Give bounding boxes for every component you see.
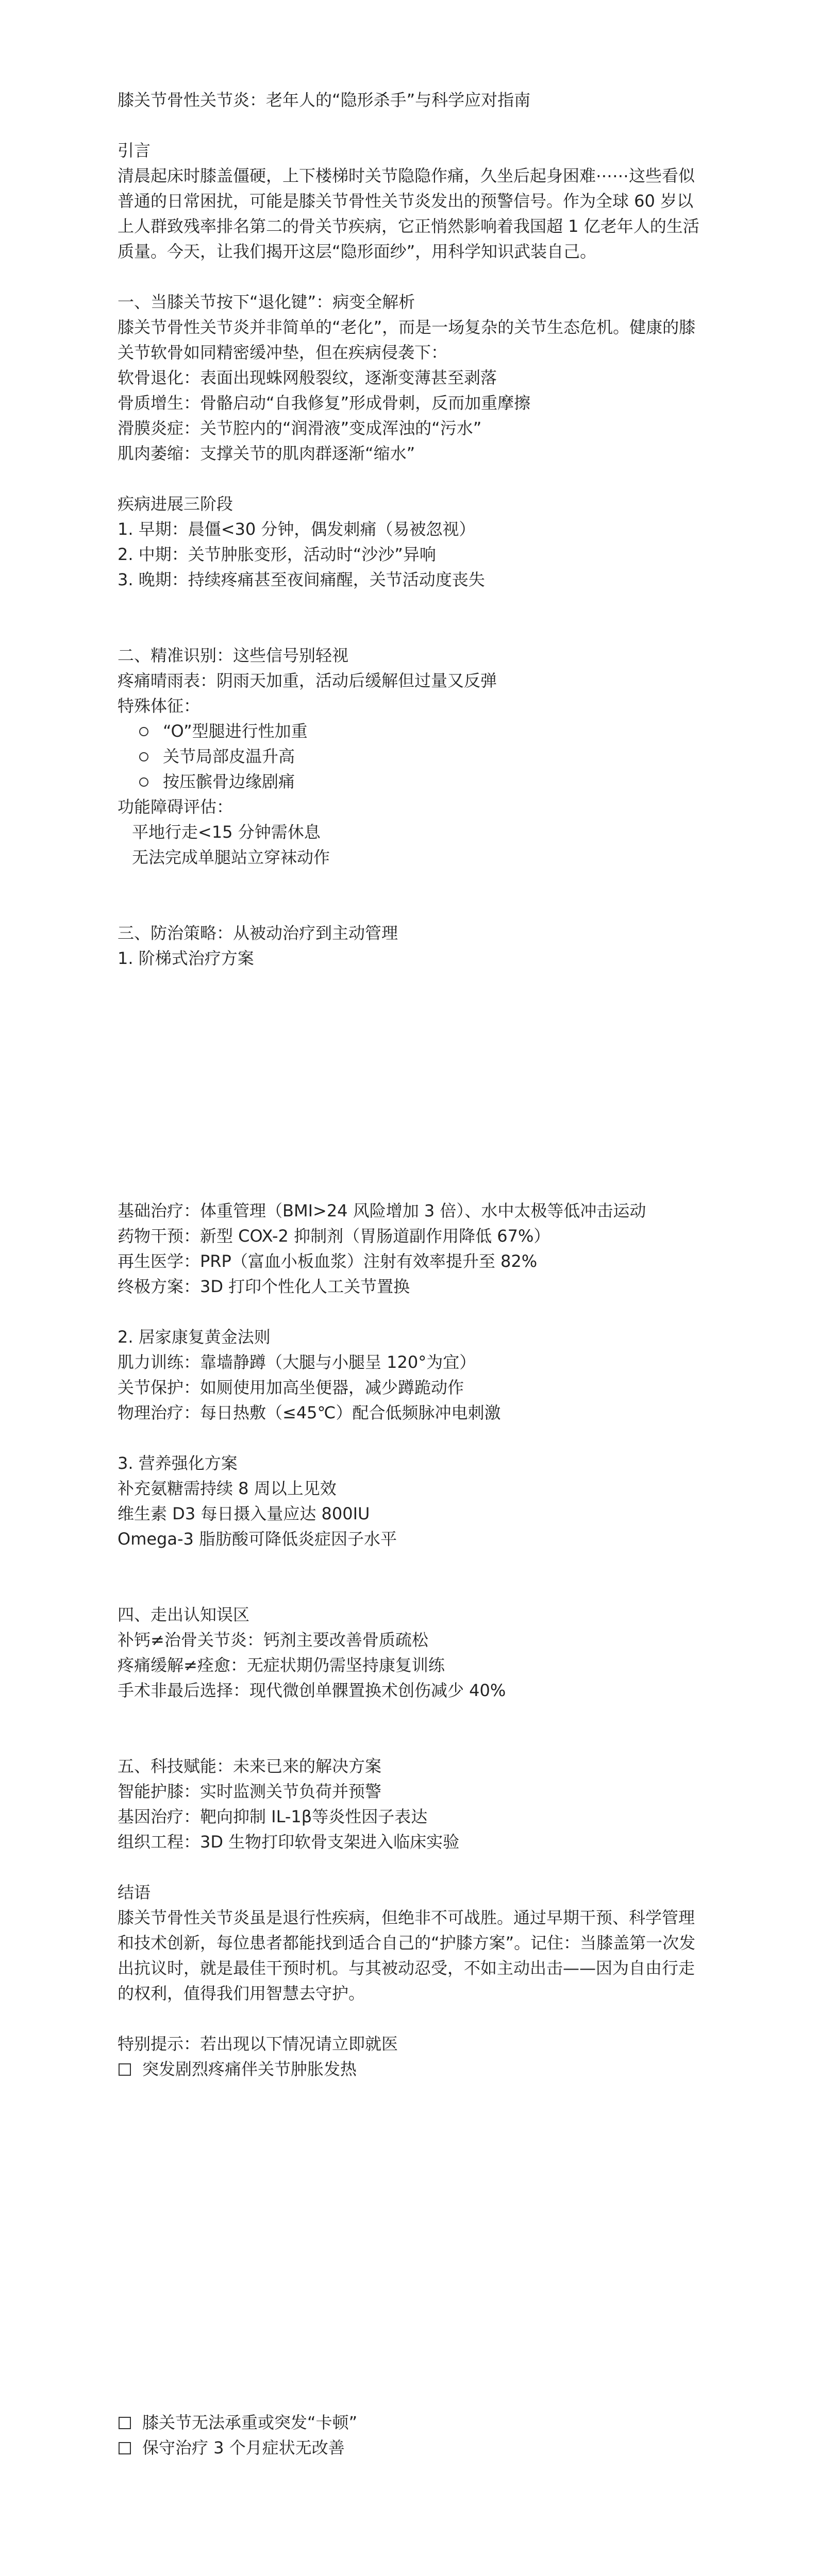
tip-text: 突发剧烈疼痛伴关节肿胀发热 (142, 2059, 357, 2079)
treatment-tier: 再生医学：PRP（富血小板血浆）注射有效率提升至 82% (118, 1251, 538, 1271)
lesion-item: 骨质增生：骨骼启动“自我修复”形成骨刺，反而加重摩擦 (118, 393, 531, 413)
function-item: 平地行走<15 分钟需休息 (132, 822, 321, 842)
checkbox-icon[interactable] (119, 2442, 131, 2454)
sign-item (118, 719, 700, 744)
treatment-tier: 基础治疗：体重管理（BMI>24 风险增加 3 倍）、水中太极等低冲击运动 (118, 1201, 646, 1221)
function-heading: 功能障碍评估： (118, 797, 233, 817)
tip-text: 膝关节无法承重或突发“卡顿” (142, 2413, 358, 2432)
checkbox-icon[interactable] (119, 2063, 131, 2076)
tip-text: 保守治疗 3 个月症状无改善 (142, 2438, 345, 2458)
tip-checkbox-item[interactable] (118, 2435, 700, 2461)
section-2-heading: 二、精准识别：这些信号别轻视 (118, 646, 349, 665)
sign-text: 按压髌骨边缘剧痛 (163, 772, 295, 791)
circle-bullet-icon (139, 777, 148, 787)
circle-bullet-icon (139, 727, 148, 736)
circle-bullet-icon (139, 752, 148, 761)
blank-area (118, 2082, 700, 2410)
checkbox-icon[interactable] (119, 2417, 131, 2429)
intro-heading: 引言 (118, 141, 151, 160)
stage-item: 1. 早期：晨僵<30 分钟，偶发刺痛（易被忽视） (118, 519, 476, 539)
section-3-heading: 三、防治策略：从被动治疗到主动管理 (118, 923, 398, 943)
nutrition-subheading: 3. 营养强化方案 (118, 1453, 238, 1473)
lesion-item: 肌肉萎缩：支撑关节的肌肉群逐渐“缩水” (118, 444, 415, 463)
treatment-tier: 药物干预：新型 COX-2 抑制剂（胃肠道副作用降低 67%） (118, 1226, 550, 1246)
conclusion-heading: 结语 (118, 1883, 151, 1902)
tip-checkbox-item[interactable] (118, 2057, 700, 2082)
treatment-tier: 终极方案：3D 打印个性化人工关节置换 (118, 1277, 410, 1296)
myth-item: 手术非最后选择：现代微创单髁置换术创伤减少 40% (118, 1681, 506, 1700)
sign-item (118, 744, 700, 769)
rehab-item: 物理治疗：每日热敷（≤45℃）配合低频脉冲电刺激 (118, 1403, 501, 1422)
nutrition-item: 维生素 D3 每日摄入量应达 800IU (118, 1504, 370, 1523)
myth-item: 疼痛缓解≠痊愈：无症状期仍需坚持康复训练 (118, 1655, 445, 1675)
sign-text: 关节局部皮温升高 (163, 747, 295, 766)
nutrition-item: Omega-3 脂肪酸可降低炎症因子水平 (118, 1529, 397, 1549)
stages-heading: 疾病进展三阶段 (118, 494, 233, 514)
section-1-heading: 一、当膝关节按下“退化键”：病变全解析 (118, 292, 415, 312)
conclusion-paragraph: 膝关节骨性关节炎虽是退行性疾病，但绝非不可战胜。通过早期干预、科学管理和技术创新，每位患者都能找到适合自己的“护膝方案”。记住：当膝盖第一次发出抗议时，就是最佳干预时机。与其被动忍受，不如主动出击——因为自由行走的权利，值得我们用智慧去守护。 (118, 1908, 696, 2003)
rehab-subheading: 2. 居家康复黄金法则 (118, 1327, 271, 1347)
tech-item: 智能护膝：实时监测关节负荷并预警 (118, 1782, 382, 1801)
myth-item: 补钙≠治骨关节炎：钙剂主要改善骨质疏松 (118, 1630, 428, 1650)
article-title: 膝关节骨性关节炎：老年人的“隐形杀手”与科学应对指南 (118, 90, 531, 110)
article (118, 88, 700, 2461)
section-5-heading: 五、科技赋能：未来已来的解决方案 (118, 1756, 382, 1776)
tech-item: 基因治疗：靶向抑制 IL-1β等炎性因子表达 (118, 1807, 428, 1826)
sign-item (118, 769, 700, 794)
stage-item: 3. 晚期：持续疼痛甚至夜间痛醒，关节活动度丧失 (118, 570, 485, 589)
intro-paragraph: 清晨起床时膝盖僵硬，上下楼梯时关节隐隐作痛，久坐后起身困难⋯⋯这些看似普通的日常困扰，可能是膝关节骨性关节炎发出的预警信号。作为全球 60 岁以上人群致残率排名第二的骨关节疾病，它正悄然影响着我国超 1 亿老年人的生活质量。今天，让我们揭开这层“隐形面纱”，用科学知识武装自己。 (118, 166, 699, 261)
tech-item: 组织工程：3D 生物打印软骨支架进入临床实验 (118, 1832, 460, 1852)
function-item: 无法完成单腿站立穿袜动作 (132, 848, 330, 867)
pain-barometer: 疼痛晴雨表：阴雨天加重，活动后缓解但过量又反弹 (118, 671, 497, 690)
sign-text: “O”型腿进行性加重 (163, 721, 308, 741)
nutrition-item: 补充氨糖需持续 8 周以上见效 (118, 1479, 337, 1498)
section-4-heading: 四、走出认知误区 (118, 1605, 250, 1624)
signs-heading: 特殊体征： (118, 696, 201, 716)
section-1-intro: 膝关节骨性关节炎并非简单的“老化”，而是一场复杂的关节生态危机。健康的膝关节软骨如同精密缓冲垫，但在疾病侵袭下： (118, 317, 696, 362)
rehab-item: 关节保护：如厕使用加高坐便器，减少蹲跪动作 (118, 1378, 464, 1397)
rehab-item: 肌力训练：靠墙静蹲（大腿与小腿呈 120°为宜） (118, 1352, 476, 1372)
stage-item: 2. 中期：关节肿胀变形，活动时“沙沙”异响 (118, 545, 436, 564)
lesion-item: 滑膜炎症：关节腔内的“润滑液”变成浑浊的“污水” (118, 418, 482, 438)
tip-checkbox-item[interactable] (118, 2410, 700, 2435)
diagram-placeholder (118, 971, 700, 1198)
treatment-subheading: 1. 阶梯式治疗方案 (118, 948, 254, 968)
tips-heading: 特别提示：若出现以下情况请立即就医 (118, 2034, 398, 2054)
lesion-item: 软骨退化：表面出现蛛网般裂纹，逐渐变薄甚至剥落 (118, 368, 497, 387)
